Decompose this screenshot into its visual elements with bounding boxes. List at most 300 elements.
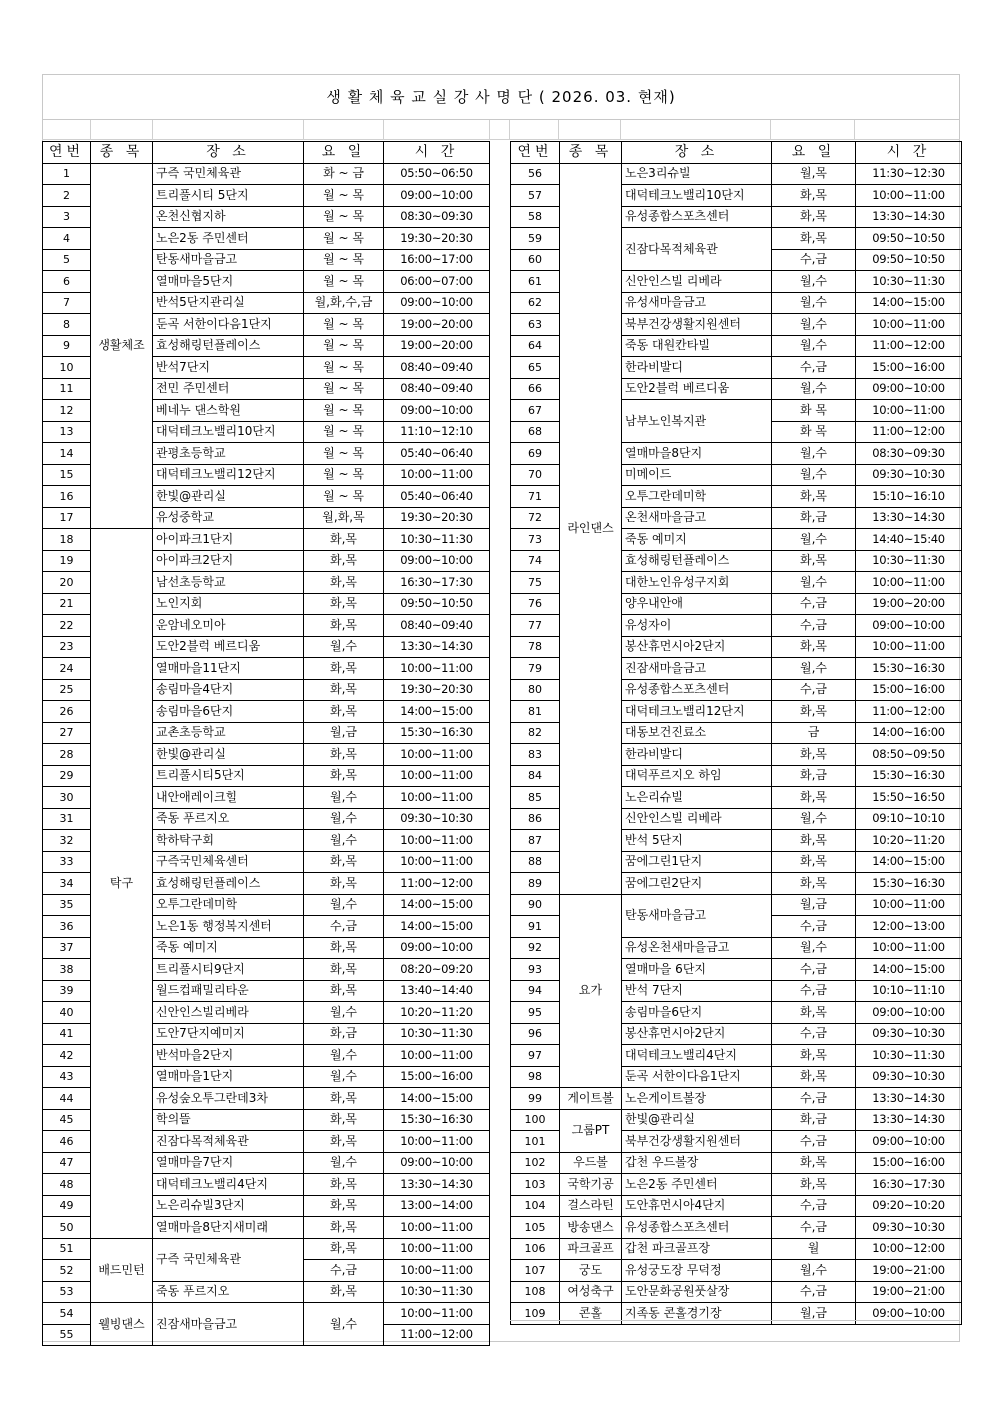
time-cell: 09:00~10:00 [384, 185, 490, 207]
place-cell: 열매마을7단지 [153, 1152, 304, 1174]
place-cell: 대덕테크노밸리10단지 [622, 185, 772, 207]
row-number: 34 [43, 873, 91, 895]
row-number: 71 [511, 486, 560, 508]
left-schedule-table [42, 141, 490, 1346]
time-cell: 14:00~15:00 [384, 894, 490, 916]
time-cell: 08:40~09:40 [384, 357, 490, 379]
time-cell: 13:30~14:30 [856, 1109, 962, 1131]
days-cell: 화 목 [772, 400, 856, 422]
row-number: 63 [511, 314, 560, 336]
row-number: 39 [43, 980, 91, 1002]
days-cell: 월,수 [772, 271, 856, 293]
place-cell: 노은2동 주민센터 [622, 1174, 772, 1196]
days-cell: 화,목 [304, 615, 384, 637]
days-cell: 화,목 [304, 959, 384, 981]
place-cell: 진잠다목적체육관 [622, 228, 772, 271]
time-cell: 14:00~16:00 [856, 722, 962, 744]
page-title: 생 활 체 육 교 실 강 사 명 단 ( 2026. 03. 현재) [42, 74, 960, 120]
row-number: 91 [511, 916, 560, 938]
place-cell: 온천신협지하 [153, 206, 304, 228]
row-number: 28 [43, 744, 91, 766]
place-cell: 도안2블럭 베르디움 [153, 636, 304, 658]
time-cell: 13:00~14:00 [384, 1195, 490, 1217]
days-cell: 화,목 [304, 679, 384, 701]
time-cell: 15:30~16:30 [856, 658, 962, 680]
place-cell: 반석 5단지 [622, 830, 772, 852]
time-cell: 10:30~11:30 [856, 271, 962, 293]
place-cell: 도안문화공원풋살장 [622, 1281, 772, 1303]
place-cell: 도안7단지예미지 [153, 1023, 304, 1045]
time-cell: 05:50~06:50 [384, 163, 490, 185]
row-number: 3 [43, 206, 91, 228]
place-cell: 전민 주민센터 [153, 378, 304, 400]
place-cell: 노은리슈빌 [622, 787, 772, 809]
days-cell: 월,수 [772, 378, 856, 400]
time-cell: 11:10~12:10 [384, 421, 490, 443]
days-cell: 화,목 [772, 744, 856, 766]
days-cell: 월,수 [772, 937, 856, 959]
time-cell: 09:00~10:00 [856, 378, 962, 400]
place-cell: 구즉 국민체육관 [153, 163, 304, 185]
place-cell: 유성종합스포츠센터 [622, 206, 772, 228]
place-cell: 꿈에그린1단지 [622, 851, 772, 873]
time-cell: 09:30~10:30 [856, 1023, 962, 1045]
time-cell: 16:30~17:30 [856, 1174, 962, 1196]
days-cell: 화,금 [772, 1109, 856, 1131]
days-cell: 월,화,수,금 [304, 292, 384, 314]
place-cell: 아이파크2단지 [153, 550, 304, 572]
row-number: 101 [511, 1131, 560, 1153]
time-cell: 09:00~10:00 [384, 937, 490, 959]
days-cell: 화,목 [772, 787, 856, 809]
time-cell: 15:00~16:00 [856, 357, 962, 379]
table-row [43, 1238, 490, 1260]
category-cell: 그룹PT [560, 1109, 622, 1152]
days-cell: 수,금 [772, 1131, 856, 1153]
place-cell: 죽동 푸르지오 [153, 808, 304, 830]
row-number: 54 [43, 1303, 91, 1325]
days-cell: 화,금 [772, 507, 856, 529]
time-cell: 14:00~15:00 [384, 701, 490, 723]
col-header-time: 시 간 [384, 142, 490, 164]
days-cell: 수,금 [772, 1217, 856, 1239]
days-cell: 화,목 [772, 206, 856, 228]
place-cell: 송림마을6단지 [153, 701, 304, 723]
days-cell: 화 ~ 금 [304, 163, 384, 185]
row-number: 26 [43, 701, 91, 723]
days-cell: 월,수 [772, 529, 856, 551]
row-number: 102 [511, 1152, 560, 1174]
category-cell: 배드민턴 [91, 1238, 153, 1303]
row-number: 25 [43, 679, 91, 701]
row-number: 94 [511, 980, 560, 1002]
row-number: 106 [511, 1238, 560, 1260]
row-number: 92 [511, 937, 560, 959]
time-cell: 10:30~11:30 [856, 1045, 962, 1067]
place-cell: 대덕테크노밸리4단지 [153, 1174, 304, 1196]
time-cell: 15:00~16:00 [384, 1066, 490, 1088]
place-cell: 대덕테크노밸리10단지 [153, 421, 304, 443]
row-number: 96 [511, 1023, 560, 1045]
row-number: 65 [511, 357, 560, 379]
time-cell: 05:40~06:40 [384, 486, 490, 508]
place-cell: 트리풀시티9단지 [153, 959, 304, 981]
place-cell: 꿈에그린2단지 [622, 873, 772, 895]
row-number: 95 [511, 1002, 560, 1024]
place-cell: 죽동 대원칸타빌 [622, 335, 772, 357]
days-cell: 수,금 [772, 1088, 856, 1110]
time-cell: 10:00~11:00 [384, 851, 490, 873]
place-cell: 운암네오미아 [153, 615, 304, 637]
place-cell: 구즉국민체육센터 [153, 851, 304, 873]
time-cell: 10:00~11:00 [384, 1260, 490, 1282]
category-cell: 파크골프 [560, 1238, 622, 1260]
place-cell: 노은게이트볼장 [622, 1088, 772, 1110]
days-cell: 화,목 [304, 1281, 384, 1303]
row-number: 29 [43, 765, 91, 787]
row-number: 69 [511, 443, 560, 465]
time-cell: 10:00~11:00 [384, 1303, 490, 1325]
place-cell: 죽동 푸르지오 [153, 1281, 304, 1303]
time-cell: 08:30~09:30 [856, 443, 962, 465]
place-cell: 대덕테크노밸리12단지 [153, 464, 304, 486]
place-cell: 유성종합스포츠센터 [622, 1217, 772, 1239]
place-cell: 양우내안애 [622, 593, 772, 615]
row-number: 72 [511, 507, 560, 529]
time-cell: 05:40~06:40 [384, 443, 490, 465]
days-cell: 화,목 [304, 1131, 384, 1153]
time-cell: 14:00~15:00 [856, 851, 962, 873]
time-cell: 10:00~11:00 [384, 1238, 490, 1260]
place-cell: 한빛@관리실 [153, 486, 304, 508]
place-cell: 열매마을8단지 [622, 443, 772, 465]
time-cell: 15:00~16:00 [856, 679, 962, 701]
time-cell: 15:50~16:50 [856, 787, 962, 809]
place-cell: 둔곡 서한이다음1단지 [153, 314, 304, 336]
row-number: 78 [511, 636, 560, 658]
time-cell: 19:00~21:00 [856, 1260, 962, 1282]
time-cell: 14:00~15:00 [384, 1088, 490, 1110]
place-cell: 열매마을8단지새미래 [153, 1217, 304, 1239]
row-number: 76 [511, 593, 560, 615]
time-cell: 19:00~21:00 [856, 1281, 962, 1303]
place-cell: 효성해링턴플레이스 [153, 335, 304, 357]
days-cell: 화,목 [304, 1238, 384, 1260]
category-cell: 생활체조 [91, 163, 153, 529]
time-cell: 09:50~10:50 [384, 593, 490, 615]
row-number: 12 [43, 400, 91, 422]
row-number: 104 [511, 1195, 560, 1217]
time-cell: 11:00~12:00 [856, 421, 962, 443]
place-cell: 구즉 국민체육관 [153, 1238, 304, 1281]
place-cell: 유성자이 [622, 615, 772, 637]
time-cell: 10:10~11:10 [856, 980, 962, 1002]
time-cell: 09:00~10:00 [384, 1152, 490, 1174]
table-row [511, 1109, 962, 1131]
days-cell: 수,금 [772, 1023, 856, 1045]
days-cell: 월,수 [304, 1002, 384, 1024]
days-cell: 수,금 [772, 1281, 856, 1303]
days-cell: 월 ~ 목 [304, 443, 384, 465]
place-cell: 반석5단지관리실 [153, 292, 304, 314]
days-cell: 화,목 [304, 937, 384, 959]
row-number: 2 [43, 185, 91, 207]
days-cell: 월 ~ 목 [304, 421, 384, 443]
days-cell: 화,목 [772, 830, 856, 852]
days-cell: 월,수 [772, 808, 856, 830]
time-cell: 14:00~15:00 [856, 292, 962, 314]
place-cell: 한빛@관리실 [153, 744, 304, 766]
table-row [43, 529, 490, 551]
col-header-no: 연번 [43, 142, 91, 164]
days-cell: 화,목 [304, 550, 384, 572]
days-cell: 월,수 [304, 787, 384, 809]
days-cell: 월,수 [304, 1045, 384, 1067]
place-cell: 노은2동 주민센터 [153, 228, 304, 250]
row-number: 24 [43, 658, 91, 680]
days-cell: 월 ~ 목 [304, 271, 384, 293]
category-cell: 게이트볼 [560, 1088, 622, 1110]
row-number: 59 [511, 228, 560, 250]
days-cell: 월 ~ 목 [304, 486, 384, 508]
row-number: 7 [43, 292, 91, 314]
time-cell: 10:30~11:30 [384, 529, 490, 551]
time-cell: 10:00~11:00 [856, 572, 962, 594]
days-cell: 화,목 [772, 873, 856, 895]
days-cell: 수,금 [772, 249, 856, 271]
days-cell: 월 ~ 목 [304, 378, 384, 400]
time-cell: 10:00~11:00 [384, 658, 490, 680]
time-cell: 10:00~11:00 [856, 937, 962, 959]
days-cell: 수,금 [772, 679, 856, 701]
time-cell: 12:00~13:00 [856, 916, 962, 938]
table-row [43, 1303, 490, 1325]
time-cell: 10:00~11:00 [384, 1131, 490, 1153]
table-row [511, 1281, 962, 1303]
time-cell: 08:50~09:50 [856, 744, 962, 766]
time-cell: 15:30~16:30 [384, 722, 490, 744]
time-cell: 11:30~12:30 [856, 163, 962, 185]
days-cell: 화 목 [772, 421, 856, 443]
row-number: 56 [511, 163, 560, 185]
time-cell: 09:50~10:50 [856, 249, 962, 271]
time-cell: 13:30~14:30 [856, 206, 962, 228]
right-bottom-border [510, 1320, 960, 1321]
place-cell: 봉산휴먼시아2단지 [622, 636, 772, 658]
days-cell: 화,목 [304, 744, 384, 766]
time-cell: 10:00~11:00 [384, 1217, 490, 1239]
days-cell: 월,수 [304, 636, 384, 658]
days-cell: 화,목 [772, 185, 856, 207]
place-cell: 북부건강생활지원센터 [622, 1131, 772, 1153]
row-number: 99 [511, 1088, 560, 1110]
row-number: 90 [511, 894, 560, 916]
table-row [511, 1260, 962, 1282]
days-cell: 화,목 [304, 1109, 384, 1131]
days-cell: 월,수 [304, 1303, 384, 1346]
time-cell: 09:00~10:00 [856, 1002, 962, 1024]
time-cell: 10:00~11:00 [856, 185, 962, 207]
row-number: 66 [511, 378, 560, 400]
days-cell: 수,금 [304, 916, 384, 938]
category-cell: 콘홀 [560, 1303, 622, 1325]
row-number: 52 [43, 1260, 91, 1282]
days-cell: 월,수 [304, 1066, 384, 1088]
time-cell: 10:00~11:00 [384, 787, 490, 809]
table-row [511, 1152, 962, 1174]
row-number: 42 [43, 1045, 91, 1067]
days-cell: 월,금 [304, 722, 384, 744]
place-cell: 남부노인복지관 [622, 400, 772, 443]
days-cell: 월,목 [772, 163, 856, 185]
category-cell: 궁도 [560, 1260, 622, 1282]
row-number: 8 [43, 314, 91, 336]
days-cell: 화,목 [772, 228, 856, 250]
place-cell: 송림마을6단지 [622, 1002, 772, 1024]
place-cell: 대덕테크노밸리12단지 [622, 701, 772, 723]
row-number: 30 [43, 787, 91, 809]
time-cell: 09:30~10:30 [856, 464, 962, 486]
row-number: 21 [43, 593, 91, 615]
days-cell: 화,목 [304, 1217, 384, 1239]
time-cell: 15:10~16:10 [856, 486, 962, 508]
days-cell: 화,목 [772, 1066, 856, 1088]
category-cell: 걸스라틴 [560, 1195, 622, 1217]
time-cell: 08:20~09:20 [384, 959, 490, 981]
days-cell: 수,금 [772, 615, 856, 637]
days-cell: 월 [772, 1238, 856, 1260]
row-number: 33 [43, 851, 91, 873]
days-cell: 월,수 [772, 572, 856, 594]
place-cell: 유성중학교 [153, 507, 304, 529]
row-number: 15 [43, 464, 91, 486]
place-cell: 관평초등학교 [153, 443, 304, 465]
place-cell: 진잠새마을금고 [622, 658, 772, 680]
days-cell: 화,목 [772, 636, 856, 658]
row-number: 77 [511, 615, 560, 637]
days-cell: 월 ~ 목 [304, 314, 384, 336]
row-number: 49 [43, 1195, 91, 1217]
row-number: 75 [511, 572, 560, 594]
time-cell: 15:30~16:30 [384, 1109, 490, 1131]
row-number: 5 [43, 249, 91, 271]
row-number: 103 [511, 1174, 560, 1196]
days-cell: 화,목 [772, 550, 856, 572]
place-cell: 트리풀시티5단지 [153, 765, 304, 787]
days-cell: 화,목 [304, 572, 384, 594]
place-cell: 오투그란데미학 [622, 486, 772, 508]
time-cell: 09:10~10:10 [856, 808, 962, 830]
col-header-time: 시 간 [856, 142, 962, 164]
time-cell: 10:00~11:00 [856, 400, 962, 422]
col-header-place: 장 소 [622, 142, 772, 164]
days-cell: 월,금 [772, 894, 856, 916]
days-cell: 수,금 [772, 593, 856, 615]
place-cell: 대동보건진료소 [622, 722, 772, 744]
row-number: 11 [43, 378, 91, 400]
days-cell: 화,목 [304, 980, 384, 1002]
place-cell: 교촌초등학교 [153, 722, 304, 744]
time-cell: 09:30~10:30 [856, 1066, 962, 1088]
header-row [511, 142, 962, 164]
days-cell: 화,목 [304, 529, 384, 551]
time-cell: 15:30~16:30 [856, 765, 962, 787]
row-number: 86 [511, 808, 560, 830]
row-number: 44 [43, 1088, 91, 1110]
place-cell: 탄동새마을금고 [153, 249, 304, 271]
place-cell: 학의뜰 [153, 1109, 304, 1131]
row-number: 84 [511, 765, 560, 787]
row-number: 36 [43, 916, 91, 938]
days-cell: 화,목 [772, 1174, 856, 1196]
time-cell: 16:30~17:30 [384, 572, 490, 594]
days-cell: 수,금 [772, 980, 856, 1002]
row-number: 18 [43, 529, 91, 551]
place-cell: 대한노인유성구지회 [622, 572, 772, 594]
time-cell: 11:00~12:00 [384, 1324, 490, 1346]
time-cell: 09:00~10:00 [856, 615, 962, 637]
place-cell: 노은3리슈빌 [622, 163, 772, 185]
col-header-category: 종 목 [560, 142, 622, 164]
place-cell: 유성온천새마을금고 [622, 937, 772, 959]
row-number: 55 [43, 1324, 91, 1346]
category-cell: 국학기공 [560, 1174, 622, 1196]
time-cell: 14:40~15:40 [856, 529, 962, 551]
time-cell: 11:00~12:00 [856, 335, 962, 357]
row-number: 20 [43, 572, 91, 594]
time-cell: 13:40~14:40 [384, 980, 490, 1002]
row-number: 93 [511, 959, 560, 981]
days-cell: 화,목 [772, 1152, 856, 1174]
place-cell: 학하탁구회 [153, 830, 304, 852]
time-cell: 08:30~09:30 [384, 206, 490, 228]
days-cell: 화,목 [304, 701, 384, 723]
time-cell: 13:30~14:30 [384, 1174, 490, 1196]
place-cell: 도안휴먼시아4단지 [622, 1195, 772, 1217]
days-cell: 월 ~ 목 [304, 228, 384, 250]
row-number: 82 [511, 722, 560, 744]
time-cell: 09:00~10:00 [384, 400, 490, 422]
days-cell: 월,수 [304, 894, 384, 916]
time-cell: 06:00~07:00 [384, 271, 490, 293]
place-cell: 아이파크1단지 [153, 529, 304, 551]
time-cell: 19:30~20:30 [384, 507, 490, 529]
place-cell: 미메이드 [622, 464, 772, 486]
col-header-no: 연번 [511, 142, 560, 164]
place-cell: 둔곡 서한이다음1단지 [622, 1066, 772, 1088]
row-number: 16 [43, 486, 91, 508]
table-row [511, 1174, 962, 1196]
days-cell: 월,수 [772, 292, 856, 314]
table-row [511, 1238, 962, 1260]
row-number: 41 [43, 1023, 91, 1045]
days-cell: 월,수 [772, 314, 856, 336]
days-cell: 화,목 [772, 1045, 856, 1067]
time-cell: 10:00~11:00 [384, 464, 490, 486]
row-number: 17 [43, 507, 91, 529]
category-cell: 웰빙댄스 [91, 1303, 153, 1346]
time-cell: 19:00~20:00 [384, 335, 490, 357]
place-cell: 남선초등학교 [153, 572, 304, 594]
row-number: 89 [511, 873, 560, 895]
time-cell: 09:20~10:20 [856, 1195, 962, 1217]
row-number: 58 [511, 206, 560, 228]
place-cell: 열매마을 6단지 [622, 959, 772, 981]
place-cell: 열매마을11단지 [153, 658, 304, 680]
row-number: 97 [511, 1045, 560, 1067]
header-row [43, 142, 490, 164]
time-cell: 10:00~11:00 [384, 830, 490, 852]
